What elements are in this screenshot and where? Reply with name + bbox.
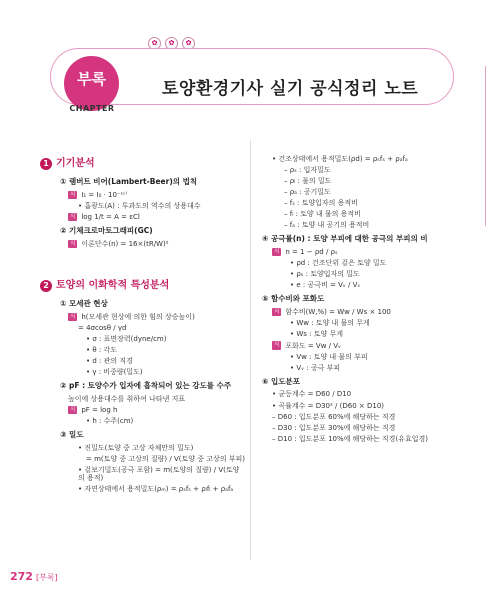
- density-item: • 자연상태에서 용적밀도(ρₘ) = ρₛfₛ + ρₗfₗ + ρₐfₐ: [78, 485, 234, 494]
- column-divider: [250, 140, 251, 560]
- formula-note: • ρₛ : 토양입자의 밀도: [290, 270, 360, 279]
- section-number: 1: [40, 158, 52, 170]
- formula: [272, 308, 477, 316]
- formula-text: = m(토양 중 고상의 질량) / V(토양 중 고상의 부피): [86, 455, 245, 464]
- density-item: • 진밀도(토양 중 고상 자체만의 밀도): [78, 444, 194, 453]
- formula-text: n = 1 − ρd / ρₛ: [285, 248, 338, 257]
- formula-text: 이론단수(n) = 16×(tR/W)²: [81, 240, 169, 249]
- formula-note: – D30 : 입도분포 30%에 해당하는 직경: [272, 423, 396, 432]
- formula-text: log 1/t = A = εCl: [81, 213, 140, 222]
- subheading: ⑥ 입도분포: [262, 376, 300, 386]
- formula-note: • Ww : 토양 내 물의 무게: [290, 319, 370, 328]
- density-item: • 겉보기밀도(공극 포함) = m(토양의 질량) / V(토양의 용적): [78, 466, 240, 483]
- formula-text: • 균등계수 = D60 / D10: [272, 390, 352, 399]
- formula-tag: 식: [70, 191, 76, 198]
- formula-text: 포화도 = Vw / Vᵥ: [285, 341, 341, 350]
- page-number: 272: [10, 570, 33, 583]
- section-title: 토양의 이화학적 특성분석: [56, 280, 170, 292]
- formula-tag: 식: [70, 240, 76, 247]
- formula-text: = 4σcosθ / γd: [78, 324, 127, 333]
- formula-note: – D60 : 입도분포 60%에 해당하는 직경: [272, 412, 396, 421]
- formula: [272, 248, 477, 256]
- formula-note: • γ : 비중량(밀도): [86, 368, 143, 377]
- formula: [68, 406, 245, 414]
- subheading: ④ 공극률(n) : 토양 부피에 대한 공극의 부피의 비: [262, 234, 428, 244]
- section-heading: [40, 280, 245, 292]
- subheading: ① 램버트 비어(Lambert-Beer)의 법칙: [60, 177, 198, 186]
- formula: [68, 213, 245, 221]
- formula: [68, 313, 245, 321]
- section-heading: [40, 158, 245, 170]
- formula: [272, 341, 477, 349]
- paragraph: 높이에 상용대수를 취하여 나타낸 지표: [68, 395, 186, 404]
- formula-note: – ρₐ : 공기밀도: [284, 188, 331, 197]
- section-title: 기기분석: [56, 158, 95, 170]
- chapter-badge: 부록: [64, 56, 119, 111]
- section-number: 2: [40, 280, 52, 292]
- footer-section: [부록]: [35, 573, 58, 582]
- page-footer: [10, 570, 58, 583]
- formula-text: I₁ = I₀ · 10⁻ᵋᶜˡ: [81, 190, 127, 199]
- decor-icon: ✿: [182, 37, 195, 50]
- side-decor-line: [485, 66, 486, 226]
- density-item: • 건조상태에서 용적밀도(ρd) = ρₛfₛ + ρₐfₐ: [272, 155, 408, 163]
- formula-text: pF = log h: [81, 406, 118, 415]
- formula-tag: 식: [274, 342, 280, 349]
- formula-note: • 흡광도(A) : 투과도의 역수의 상용대수: [78, 201, 201, 210]
- formula-note: • h : 수주(cm): [86, 417, 134, 426]
- formula-note: • Vw : 토양 내 물의 부피: [290, 352, 368, 361]
- formula-note: – ρₛ : 입자밀도: [284, 166, 331, 175]
- subheading: ② pF : 토양수가 입자에 흡착되어 있는 강도를 수주: [60, 381, 232, 391]
- formula-note: – D10 : 입도분포 10%에 해당하는 직경(유효입경): [272, 434, 428, 443]
- formula-note: • ρd : 건조단위 겉은 토양 밀도: [290, 259, 387, 268]
- page-title: 토양환경기사 실기 공식정리 노트: [162, 79, 419, 99]
- right-column: [262, 152, 477, 446]
- formula-text: • 곡률계수 = D30² / (D60 × D10): [272, 401, 385, 410]
- formula-note: – fₗ : 토양 내 물의 용적비: [284, 210, 361, 219]
- formula-note: • d : 관의 직경: [86, 357, 133, 366]
- formula-tag: 식: [70, 213, 76, 220]
- formula-text: h(모세관 현상에 의한 힘의 상승높이): [81, 312, 195, 321]
- formula: [68, 240, 245, 248]
- formula-tag: 식: [274, 248, 280, 255]
- subheading: ① 모세관 현상: [60, 299, 108, 309]
- formula: [68, 191, 245, 199]
- subheading: ⑤ 함수비와 포화도: [262, 294, 325, 304]
- left-column: [40, 155, 245, 496]
- formula-note: – fₐ : 토양 내 공기의 용적비: [284, 221, 370, 230]
- subheading: ③ 밀도: [60, 430, 84, 440]
- chapter-label: CHAPTER: [69, 104, 115, 113]
- formula-tag: 식: [274, 309, 280, 316]
- formula-note: • θ : 각도: [86, 346, 117, 355]
- subheading: ② 기체크로마토그래피(GC): [60, 226, 153, 236]
- formula-note: – fₛ : 토양입자의 용적비: [284, 199, 358, 208]
- formula-text: 함수비(W,%) = Ww / Ws × 100: [285, 308, 391, 317]
- formula-tag: 식: [70, 313, 76, 320]
- decor-icon: ✿: [165, 37, 178, 50]
- formula-note: • Ws : 토양 무게: [290, 330, 344, 339]
- formula-note: • e : 공극비 = Vᵥ / Vₛ: [290, 281, 360, 290]
- formula-note: – ρₗ : 물의 밀도: [284, 177, 332, 186]
- formula-tag: 식: [70, 407, 76, 414]
- formula-note: • Vᵥ : 공극 부피: [290, 363, 341, 372]
- decor-icon: ✿: [148, 37, 161, 50]
- formula-note: • σ : 표면장력(dyne/cm): [86, 335, 167, 344]
